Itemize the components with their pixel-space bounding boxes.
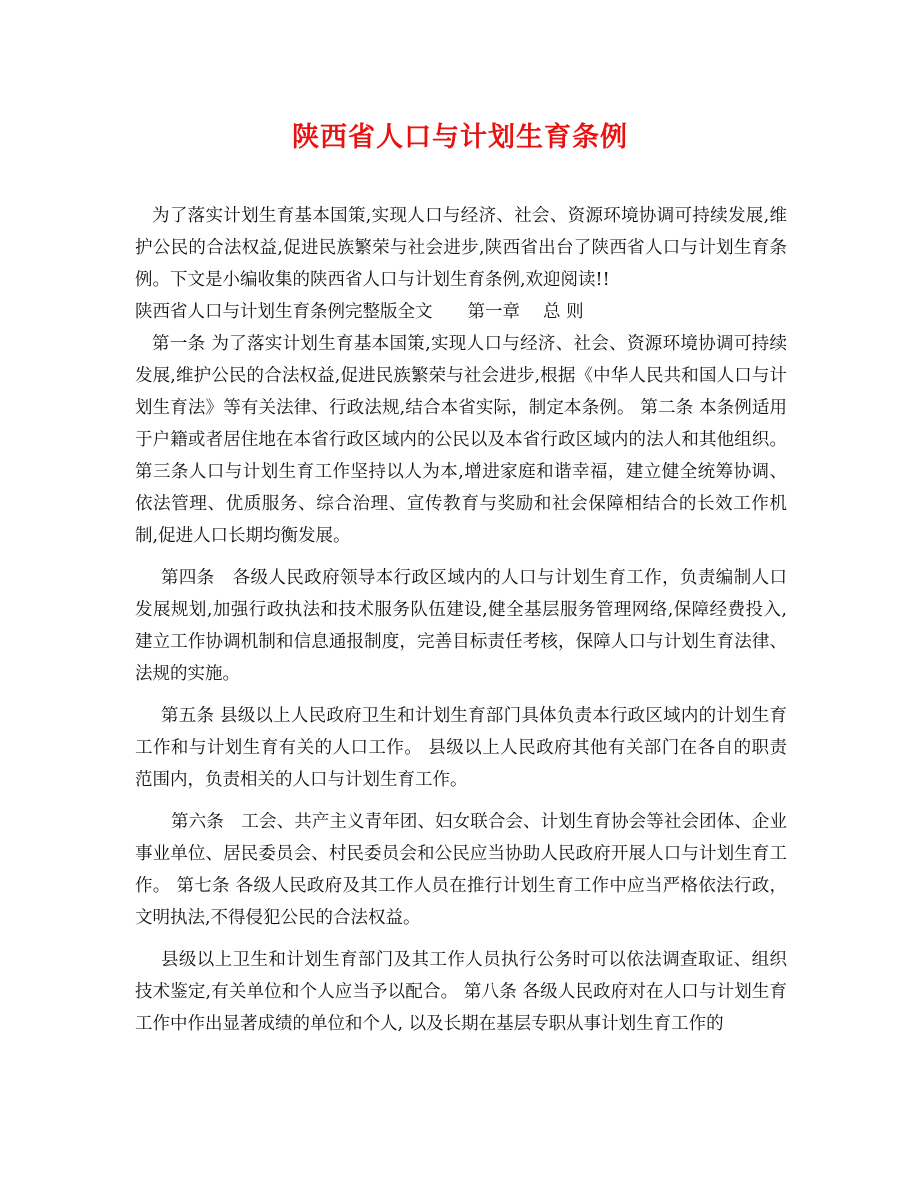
chapter-heading: 陕西省人口与计划生育条例完整版全文 第一章 总 则 xyxy=(135,302,584,322)
document-title: 陕西省人口与计划生育条例 xyxy=(292,122,628,153)
article-4-paragraph: 第四条 各级人民政府领导本行政区域内的人口与计划生育工作，负责编制人口发展规划,加强行政执法和技术服务队伍建设,健全基层服务管理网络,保障经费投入,建立工作协调机制和信息通报制度，完善目标责任考核，保障人口与计划生育法律、法规的实施。 xyxy=(135,568,787,684)
article-8-paragraph: 县级以上卫生和计划生育部门及其工作人员执行公务时可以依法调查取证、组织技术鉴定,有关单位和个人应当予以配合。 第八条 各级人民政府对在人口与计划生育工作中作出显著成绩的单位和个人, 以及长期在基层专职从事计划生育工作的 xyxy=(135,950,787,1034)
document-body xyxy=(135,200,787,1040)
article-6-7-paragraph: 第六条 工会、共产主义青年团、妇女联合会、计划生育协会等社会团体、企业事业单位、居民委员会、村民委员会和公民应当协助人民政府开展人口与计划生育工作。 第七条 各级人民政府及其工作人员在推行计划生育工作中应当严格依法行政，文明执法,不得侵犯公民的合法权益。 xyxy=(135,812,787,928)
article-1-3-paragraph: 第一条 为了落实计划生育基本国策,实现人口与经济、社会、资源环境协调可持续发展,维护公民的合法权益,促进民族繁荣与社会进步,根据《中华人民共和国人口与计划生育法》等有关法律、行政法规,结合本省实际，制定本条例。 第二条 本条例适用于户籍或者居住地在本省行政区域内的公民以及本省行政区域内的法人和其他组织。 第三条人口与计划生育工作坚持以人为本,增进家庭和谐幸福，建立健全统筹协调、依法管理、优质服务、综合治理、宣传教育与奖励和社会保障相结合的长效工作机制,促进人口长期均衡发展。 xyxy=(135,334,787,546)
intro-paragraph: 为了落实计划生育基本国策,实现人口与经济、社会、资源环境协调可持续发展,维护公民的合法权益,促进民族繁荣与社会进步,陕西省出台了陕西省人口与计划生育条例。下文是小编收集的陕西省人口与计划生育条例,欢迎阅读!! xyxy=(135,206,787,290)
article-5-paragraph: 第五条 县级以上人民政府卫生和计划生育部门具体负责本行政区域内的计划生育工作和与计划生育有关的人口工作。 县级以上人民政府其他有关部门在各自的职责范围内，负责相关的人口与计划生育工作。 xyxy=(135,706,787,790)
